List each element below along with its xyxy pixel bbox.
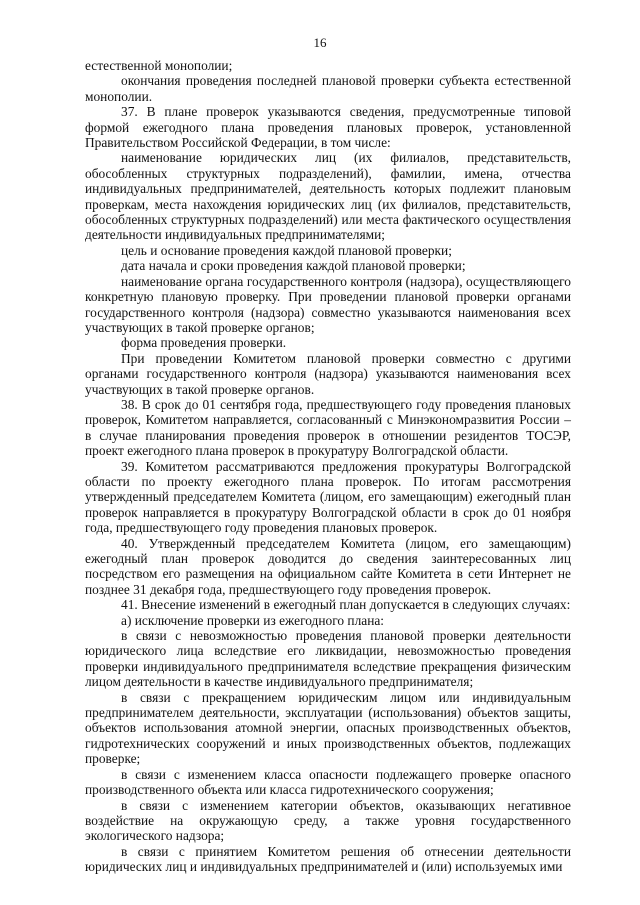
paragraph: цель и основание проведения каждой плановой проверки; bbox=[121, 242, 452, 258]
paragraph: форма проведения проверки. bbox=[121, 335, 287, 351]
paragraph: а) исключение проверки из ежегодного плана: bbox=[121, 612, 385, 628]
paragraph: в связи с прекращением юридическим лицом или индивидуальным предпринимателем деятельности, эксплуатации (использования) объектов защиты, объектов использования атомной энергии, опасных производственных объектов, гидротехнических сооружений и иных производственных объектов, подлежащих проверке; bbox=[85, 689, 571, 767]
paragraph: наименование юридических лиц (их филиалов, представительств, обособленных структурных подразделений), фамилии, имена, отчества индивидуальных предпринимателей, деятельность которых подлежит плановым проверкам, места нахождения юридических лиц (их филиалов, представительств, обособленных структурных подразделений) или места фактического осуществления деятельности индивидуальных предпринимателями; bbox=[85, 150, 571, 243]
paragraph-item-39: 39. Комитетом рассматриваются предложения прокуратуры Волгоградской области по проекту ежегодного плана проверок. По итогам рассмотрения утвержденный председателем Комитета (лицом, его замещающим) ежегодный план проверок направляется в прокуратуру Волгоградской области в срок до 01 ноября года, предшествующего году проведения плановых проверок. bbox=[85, 458, 571, 536]
page-number: 16 bbox=[313, 35, 327, 50]
paragraph: в связи с принятием Комитетом решения об отнесении деятельности юридических лиц и индивидуальных предпринимателей и (или) используемых ими bbox=[85, 843, 571, 875]
paragraph-item-40: 40. Утвержденный председателем Комитета (лицом, его замещающим) ежегодный план проверок доводится до сведения заинтересованных лиц посредством его размещения на официальном сайте Комитета в сети Интернет не позднее 31 декабря года, предшествующего году проведения проверок. bbox=[85, 535, 571, 597]
paragraph: в связи с изменением класса опасности подлежащего проверке опасного производственного объекта или класса гидротехнического сооружения; bbox=[85, 766, 571, 798]
paragraph: При проведении Комитетом плановой проверки совместно с другими органами государственного контроля (надзора) указываются наименования всех участвующих в такой проверке органов. bbox=[85, 350, 571, 397]
paragraph: естественной монополии; bbox=[85, 58, 233, 73]
paragraph: наименование органа государственного контроля (надзора), осуществляющего конкретную плановую проверку. При проведении плановой проверки органами государственного контроля (надзора) совместно указываются наименования всех участвующих в такой проверке органов; bbox=[85, 273, 571, 335]
paragraph-item-37: 37. В плане проверок указываются сведения, предусмотренные типовой формой ежегодного плана проведения плановых проверок, установленной Правительством Российской Федерации, в том числе: bbox=[85, 104, 571, 151]
paragraph: в связи с невозможностью проведения плановой проверки деятельности юридического лица вследствие его ликвидации, невозможностью проведения проверки индивидуального предпринимателя вследствие прекращения физическим лицом деятельности в качестве индивидуального предпринимателя; bbox=[85, 628, 571, 690]
paragraph: в связи с изменением категории объектов, оказывающих негативное воздействие на окружающую среду, а также уровня государственного экологического надзора; bbox=[85, 797, 571, 844]
document-body bbox=[85, 58, 571, 875]
paragraph-item-41: 41. Внесение изменений в ежегодный план допускается в следующих случаях: bbox=[121, 597, 571, 613]
paragraph: дата начала и сроки проведения каждой плановой проверки; bbox=[121, 258, 466, 274]
paragraph-item-38: 38. В срок до 01 сентября года, предшествующего году проведения плановых проверок, Комитетом направляется, согласованный с Минэкономразвития России – в случае планирования проведения проверок в отношении резидентов ТОСЭР, проект ежегодного плана проверок в прокуратуру Волгоградской области. bbox=[85, 396, 571, 459]
paragraph: окончания проведения последней плановой проверки субъекта естественной монополии. bbox=[85, 73, 571, 104]
